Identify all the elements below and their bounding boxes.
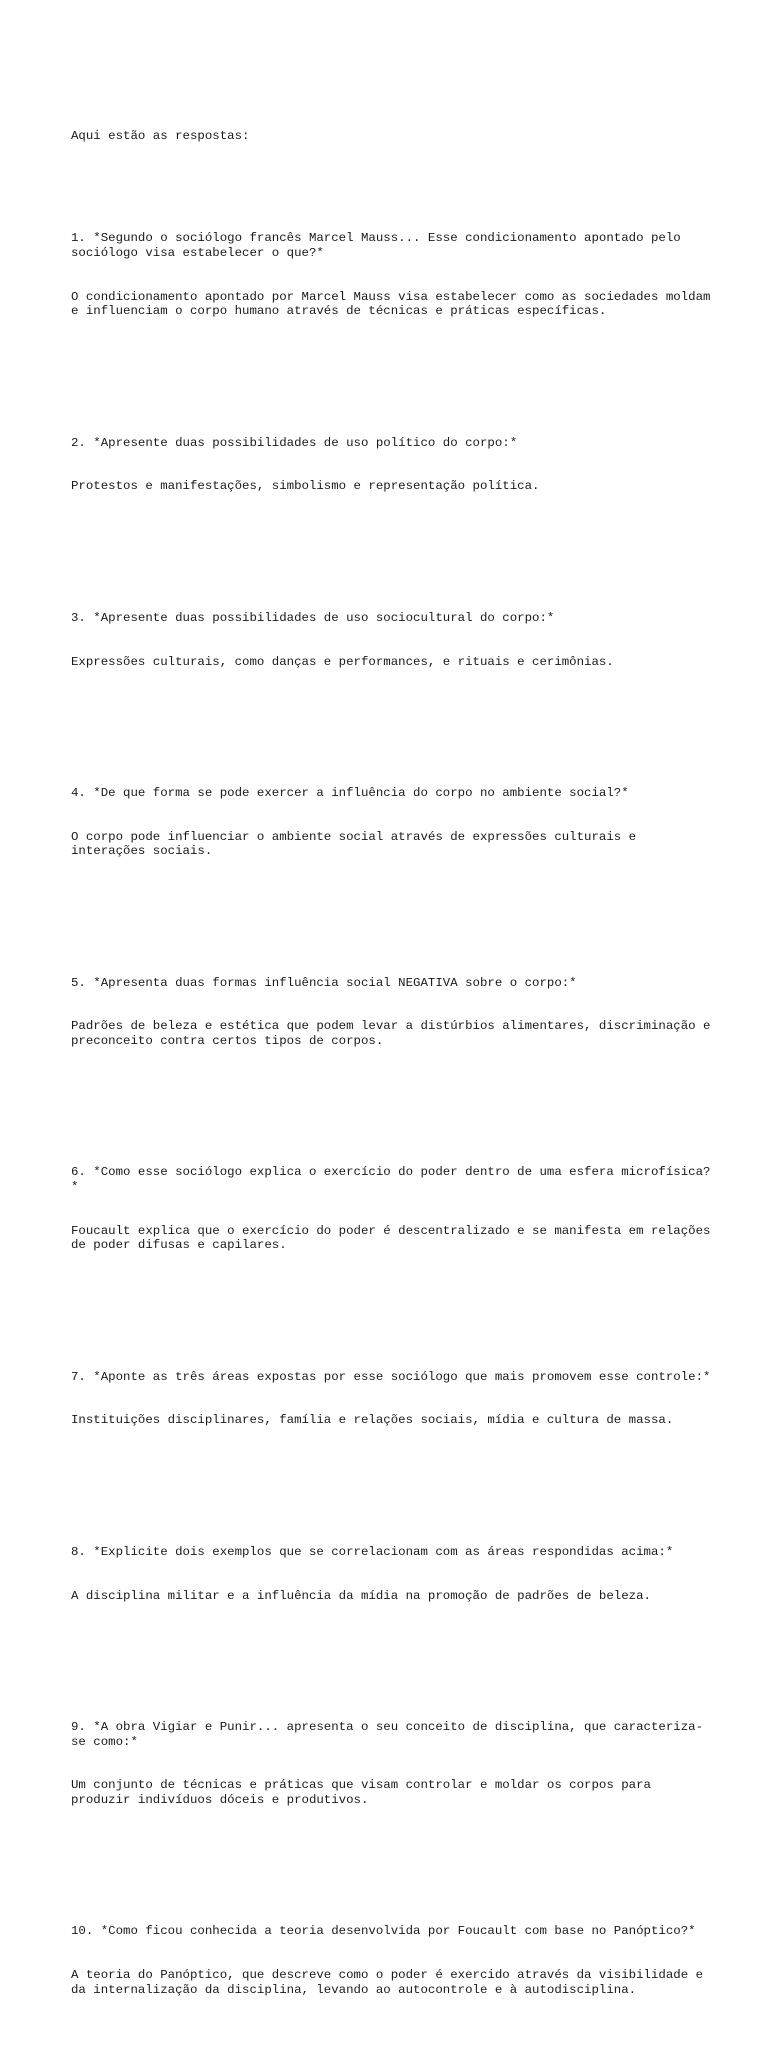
question-text: 5. *Apresenta duas formas influência social NEGATIVA sobre o corpo:* — [71, 975, 577, 990]
answer-text: A disciplina militar e a influência da mídia na promoção de padrões de beleza. — [71, 1588, 651, 1603]
qa-item-7 — [71, 1340, 711, 1457]
qa-item-2 — [71, 406, 711, 523]
question-text: 2. *Apresente duas possibilidades de uso político do corpo:* — [71, 435, 518, 450]
answer-text: Padrões de beleza e estética que podem levar a distúrbios alimentares, discriminação e preconceito contra certos tipos de corpos. — [71, 1019, 718, 1048]
question-text: 10. *Como ficou conhecida a teoria desenvolvida por Foucault com base no Panóptico?* — [71, 1924, 696, 1939]
answer-text: Foucault explica que o exercício do poder é descentralizado e se manifesta em relações de poder difusas e capilares. — [71, 1223, 718, 1253]
question-text: 7. *Aponte as três áreas expostas por esse sociólogo que mais promovem esse controle:* — [71, 1369, 711, 1384]
question-text: 1. *Segundo o sociólogo francês Marcel Mauss... Esse condicionamento apontado pelo sociólogo visa estabelecer o que?* — [71, 231, 689, 260]
document-page — [71, 100, 718, 2048]
qa-item-5 — [71, 946, 718, 1077]
answer-text: Instituições disciplinares, família e relações sociais, mídia e cultura de massa. — [71, 1413, 674, 1428]
intro-text: Aqui estão as respostas: — [71, 129, 250, 144]
question-text: 6. *Como esse sociólogo explica o exercício do poder dentro de uma esfera microfísica?* — [71, 1165, 711, 1194]
answer-text: Protestos e manifestações, simbolismo e representação política. — [71, 479, 540, 494]
qa-item-6 — [71, 1136, 718, 1282]
qa-item-4 — [71, 757, 711, 888]
answer-text: Um conjunto de técnicas e práticas que visam controlar e moldar os corpos para produzir indivíduos dóceis e produtivos. — [71, 1778, 659, 1807]
qa-item-1 — [71, 202, 718, 348]
answer-text: O corpo pode influenciar o ambiente social através de expressões culturais e interações sociais. — [71, 829, 644, 859]
answer-text: A teoria do Panóptico, que descreve como o poder é exercido através da visibilidade e da internalização da disciplina, levando ao autocontrole e à autodisciplina. — [71, 1968, 711, 1997]
question-text: 8. *Explicite dois exemplos que se correlacionam com as áreas respondidas acima:* — [71, 1544, 674, 1559]
qa-item-9 — [71, 1691, 711, 1837]
question-text: 3. *Apresente duas possibilidades de uso sociocultural do corpo:* — [71, 610, 555, 625]
qa-item-8 — [71, 1516, 711, 1633]
answer-text: Expressões culturais, como danças e performances, e rituais e cerimônias. — [71, 654, 614, 669]
qa-item-3 — [71, 582, 711, 699]
answer-text: O condicionamento apontado por Marcel Mauss visa estabelecer como as sociedades moldam e influenciam o corpo humano através de técnicas e práticas específicas. — [71, 289, 718, 319]
qa-item-10 — [71, 1895, 711, 2026]
question-text: 4. *De que forma se pode exercer a influência do corpo no ambiente social?* — [71, 785, 629, 800]
question-text: 9. *A obra Vigiar e Punir... apresenta o seu conceito de disciplina, que caracteriza-se como:* — [71, 1719, 704, 1749]
